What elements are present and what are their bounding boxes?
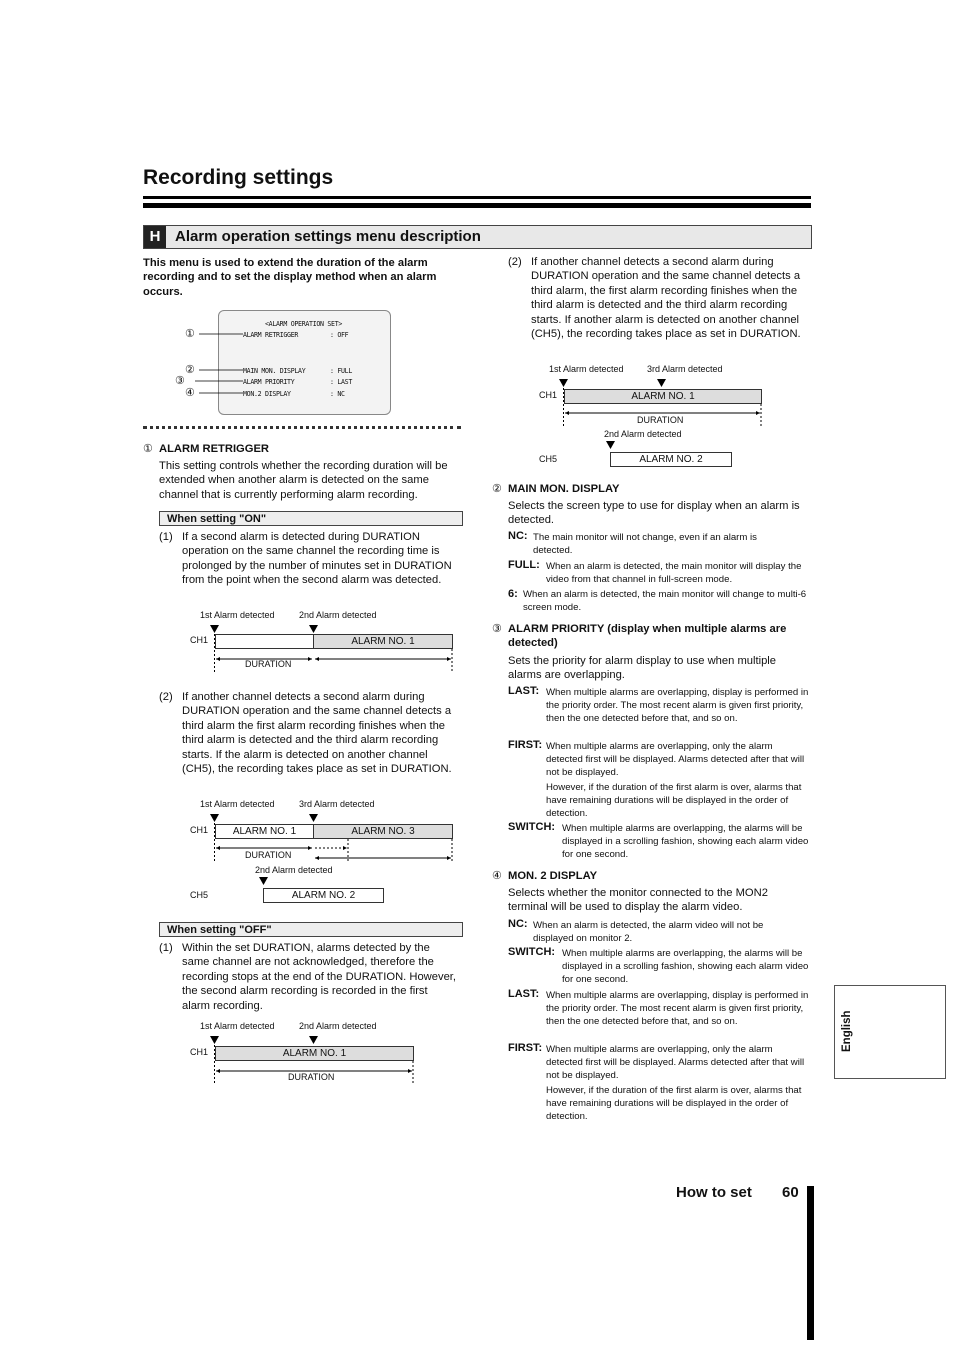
alarm-box: ALARM NO. 2 <box>263 888 384 903</box>
timing-diagram-1 <box>180 610 470 680</box>
alarm-label: 2nd Alarm detected <box>255 865 333 875</box>
page-number: 60 <box>782 1184 799 1201</box>
item-body: Sets the priority for alarm display to use when multiple alarms are overlapping. <box>508 655 776 682</box>
timeline-bar <box>215 634 314 649</box>
channel-label: CH5 <box>190 890 209 900</box>
channel-label: CH1 <box>190 825 209 835</box>
title-rule-thick <box>143 203 811 208</box>
item-num: ④ <box>492 870 503 882</box>
option-text: When multiple alarms are overlapping, the alarms will be displayed in a scrolling fashion, showing each alarm video for one second. <box>562 823 809 860</box>
list-text: Within the set DURATION, alarms detected by the same channel are not acknowledged, therefore the recording stops at the end of the DURATION. However, the second alarm recording is recorded in the first alarm recording. <box>182 942 457 1012</box>
screen-row-label: ALARM RETRIGGER <box>243 331 299 339</box>
list-text: If a second alarm is detected during DURATION operation on the same channel the recording time is prolonged by the number of minutes set in DURATION from the point when the second alarm was detected. <box>182 531 452 587</box>
duration-label: DURATION <box>245 850 292 860</box>
callout-num: ① <box>185 328 196 340</box>
option-text: When multiple alarms are overlapping, the alarms will be displayed in a scrolling fashion, showing each alarm video for one second. <box>562 948 809 985</box>
option-key: NC: <box>508 530 528 542</box>
item-heading: MON. 2 DISPLAY <box>508 870 598 882</box>
screen-row-label: MON.2 DISPLAY <box>243 390 291 398</box>
option-key: LAST: <box>508 988 540 1000</box>
option-key: FIRST: <box>508 739 543 751</box>
option-text: When multiple alarms are overlapping, only the alarm detected first will be displayed. Alarms detected after that will not be displayed. <box>546 741 805 778</box>
intro-text: This menu is used to extend the duration of the alarm recording and to set the display method when an alarm occurs. <box>143 257 437 298</box>
option-key: SWITCH: <box>508 821 556 833</box>
option-text: When multiple alarms are overlapping, only the alarm detected first will be displayed. Alarms detected after that will not be displayed. <box>546 1044 805 1081</box>
title-rule <box>143 196 811 199</box>
item-heading: ALARM PRIORITY (display when multiple alarms are detected) <box>508 623 787 650</box>
alarm-box: ALARM NO. 1 <box>313 634 453 649</box>
option-key: NC: <box>508 918 528 930</box>
option-key: LAST: <box>508 685 540 697</box>
screen-row-label: ALARM PRIORITY <box>243 378 295 386</box>
section-header <box>143 225 812 249</box>
item-heading: MAIN MON. DISPLAY <box>508 483 620 495</box>
option-key: SWITCH: <box>508 946 556 958</box>
list-num: (2) <box>508 256 522 268</box>
duration-label: DURATION <box>288 1072 335 1082</box>
callout-num: ④ <box>185 387 196 399</box>
channel-label: CH1 <box>190 1047 209 1057</box>
alarm-label: 3rd Alarm detected <box>299 799 375 809</box>
alarm-label: 1st Alarm detected <box>200 1021 275 1031</box>
option-text-extra: However, if the duration of the first alarm is over, alarms that have remaining durations will be displayed in the order of detection. <box>546 782 802 819</box>
diagram-lines <box>180 1033 470 1093</box>
item-num: ② <box>492 483 503 495</box>
list-num: (1) <box>159 531 173 543</box>
alarm-box: ALARM NO. 3 <box>313 824 453 839</box>
screen-row-value: : NC <box>330 390 345 398</box>
option-key: FIRST: <box>508 1042 543 1054</box>
callout-leaders <box>195 325 245 405</box>
alarm-label: 3rd Alarm detected <box>647 364 723 374</box>
item-heading: ALARM RETRIGGER <box>159 443 270 455</box>
item-body: Selects the screen type to use for display when an alarm is detected. <box>508 500 800 527</box>
alarm-box: ALARM NO. 1 <box>564 389 762 404</box>
timing-diagram-4 <box>530 364 820 474</box>
option-text: The main monitor will not change, even if an alarm is detected. <box>533 532 757 556</box>
alarm-label: 1st Alarm detected <box>200 610 275 620</box>
timing-diagram-2 <box>180 799 470 909</box>
screen-row-value: : OFF <box>330 331 349 339</box>
option-text-extra: However, if the duration of the first alarm is over, alarms that have remaining durations will be displayed in the order of detection. <box>546 1085 802 1122</box>
item-num: ③ <box>492 623 503 635</box>
diagram-lines <box>180 811 470 891</box>
language-tab <box>834 985 946 1079</box>
option-key: FULL: <box>508 559 540 571</box>
item-body: This setting controls whether the recording duration will be extended when another alarm is detected on the same channel that is currently performing alarm recording. <box>159 460 448 501</box>
channel-label: CH1 <box>190 635 209 645</box>
callout-num: ③ <box>175 375 186 387</box>
screen-row-label: MAIN MON. DISPLAY <box>243 367 306 375</box>
alarm-box: ALARM NO. 1 <box>215 824 314 839</box>
screen-row-value: : FULL <box>330 367 353 375</box>
option-text: When an alarm is detected, the main monitor will change to multi-6 screen mode. <box>523 589 807 613</box>
list-num: (2) <box>159 691 173 703</box>
channel-label: CH1 <box>539 390 558 400</box>
option-text: When an alarm is detected, the alarm video will not be displayed on monitor 2. <box>533 920 764 944</box>
section-letter: H <box>144 226 166 248</box>
footer-section: How to set <box>676 1184 752 1201</box>
callout-num: ② <box>185 364 196 376</box>
alarm-label: 2nd Alarm detected <box>604 429 682 439</box>
dotted-separator <box>143 426 461 429</box>
language-label: English <box>841 1010 853 1052</box>
option-text: When multiple alarms are overlapping, display is performed in the priority order. The most recent alarm is given first priority, then the one detected before that, and so on. <box>546 687 809 724</box>
alarm-box: ALARM NO. 1 <box>215 1046 414 1061</box>
list-num: (1) <box>159 942 173 954</box>
list-text: If another channel detects a second alarm during DURATION operation and the same channel detects a third alarm the first alarm recording finishes when the third alarm is detected and the third alarm recording starts. If the alarm is detected on another channel (CH5), the recording takes place as set in DURATION. <box>182 691 452 776</box>
option-key: 6: <box>508 588 518 600</box>
timing-diagram-3 <box>180 1021 470 1091</box>
screen-header: <ALARM OPERATION SET> <box>265 320 343 328</box>
option-text: When multiple alarms are overlapping, display is performed in the priority order. The most recent alarm is given first priority, then the one detected before that, and so on. <box>546 990 809 1027</box>
alarm-box: ALARM NO. 2 <box>610 452 732 467</box>
alarm-label: 1st Alarm detected <box>549 364 624 374</box>
alarm-label: 2nd Alarm detected <box>299 1021 377 1031</box>
page-title: Recording settings <box>143 166 334 189</box>
diagram-lines <box>180 622 470 682</box>
item-body: Selects whether the monitor connected to the MON2 terminal will be used to display the alarm video. <box>508 887 768 914</box>
alarm-label: 1st Alarm detected <box>200 799 275 809</box>
channel-label: CH5 <box>539 454 558 464</box>
setting-header-off: When setting "OFF" <box>159 922 463 937</box>
alarm-label: 2nd Alarm detected <box>299 610 377 620</box>
page-edge-bar <box>807 1186 814 1340</box>
duration-label: DURATION <box>245 659 292 669</box>
section-title: Alarm operation settings menu description <box>175 228 481 245</box>
setting-header-on: When setting "ON" <box>159 511 463 526</box>
screen-row-value: : LAST <box>330 378 353 386</box>
list-text: If another channel detects a second alarm during DURATION operation and the same channel detects a third alarm, the first alarm recording finishes when the third alarm is detected and the third alarm recording starts. If another alarm is detected on another channel (CH5), the recording takes place as set in DURATION. <box>531 256 801 341</box>
item-num: ① <box>143 443 154 455</box>
option-text: When an alarm is detected, the main monitor will display the video from that channel in full-screen mode. <box>546 561 802 585</box>
duration-label: DURATION <box>637 415 684 425</box>
